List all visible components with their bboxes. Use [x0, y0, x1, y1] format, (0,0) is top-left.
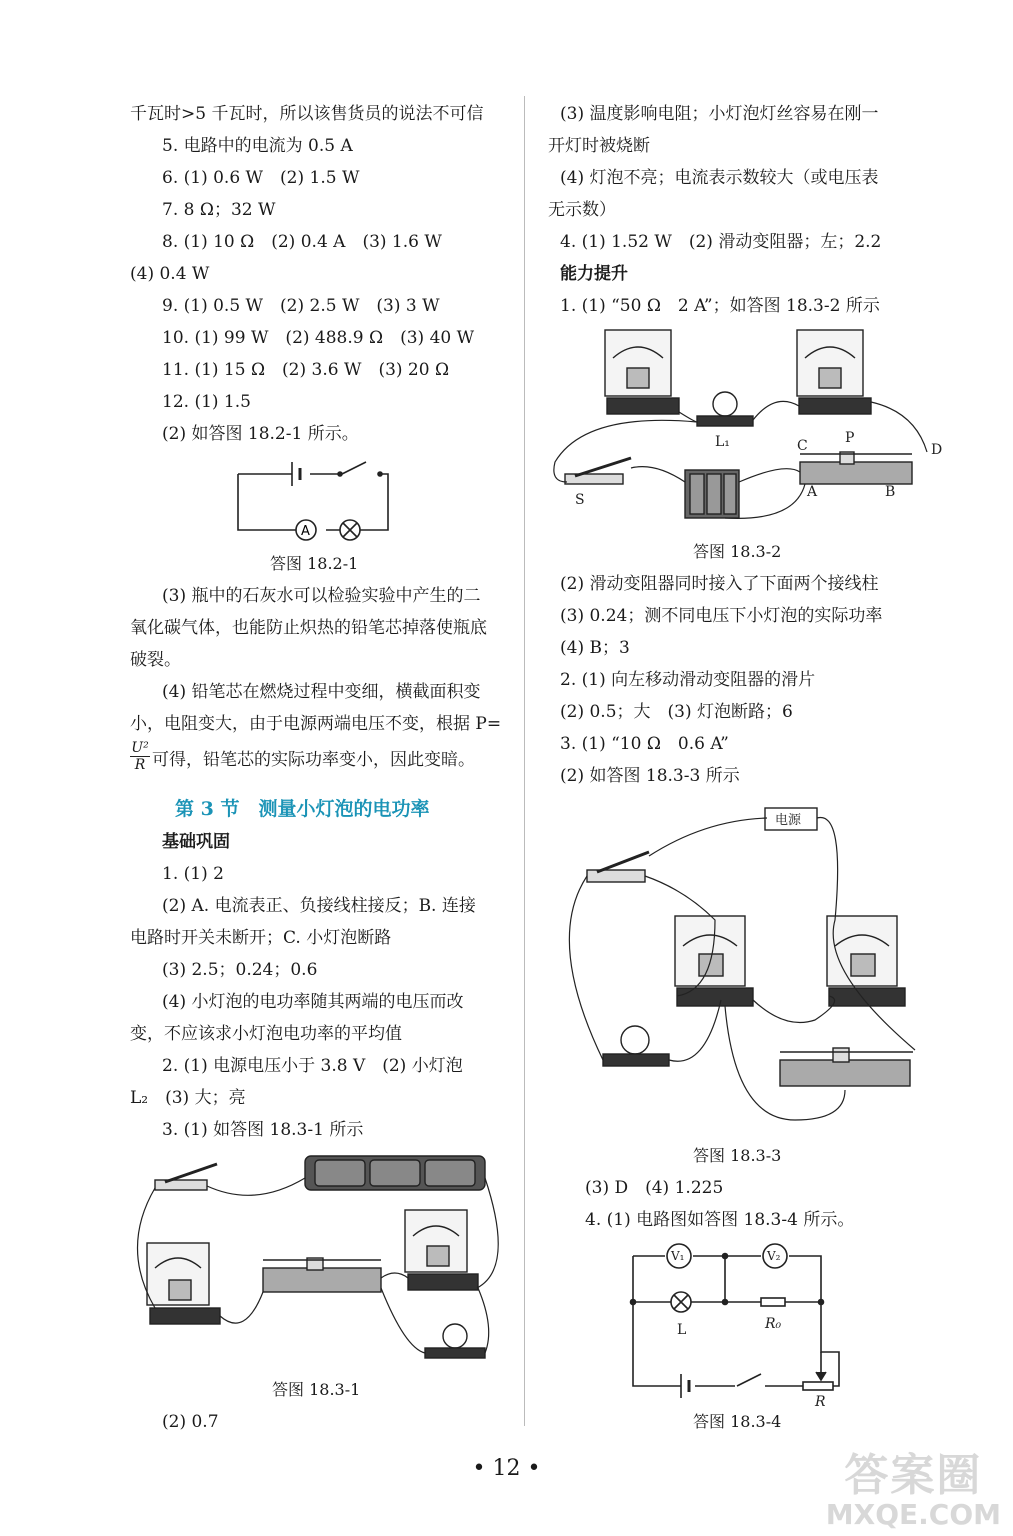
answer-11: 11. (1) 15 Ω (2) 3.6 W (3) 20 Ω: [162, 360, 450, 380]
text-line: 无示数）: [548, 200, 616, 220]
answer-12: 12. (1) 1.5: [162, 392, 251, 412]
answer-4-ability: 4. (1) 电路图如答图 18.3-4 所示。: [585, 1210, 855, 1230]
answer-5: 5. 电路中的电流为 0.5 A: [162, 136, 353, 156]
text-line: 小，电阻变大，由于电源两端电压不变，根据 P=: [130, 714, 502, 734]
answer-12-4: (4) 铅笔芯在燃烧过程中变细，横截面积变: [162, 682, 481, 702]
figure-caption: 答图 18.2-1: [270, 554, 359, 573]
switch-label-s: S: [575, 492, 585, 508]
text-line: L₂ (3) 大；亮: [130, 1088, 246, 1108]
watermark-logo: [826, 1452, 1001, 1530]
voltmeter-2-label: V₂: [767, 1249, 781, 1263]
lamp-label: L: [677, 1322, 687, 1338]
answer-2-2-ability: (2) 0.5；大 (3) 灯泡断路；6: [560, 702, 793, 722]
terminal-label-b: B: [885, 484, 896, 500]
fraction-numerator: U²: [131, 740, 149, 756]
circuit-diagram-18-3-4: [625, 1238, 855, 1408]
voltmeter-1-label: V₁: [671, 1249, 685, 1263]
answer-2-ability: 2. (1) 向左移动滑动变阻器的滑片: [560, 670, 816, 690]
figure-caption: 答图 18.3-1: [272, 1380, 361, 1399]
answer-3-ability: 3. (1) “10 Ω 0.6 A”: [560, 734, 729, 754]
terminal-label-a: A: [807, 484, 818, 500]
slider-label-p: P: [845, 430, 855, 446]
answer-8: 8. (1) 10 Ω (2) 0.4 A (3) 1.6 W: [162, 232, 442, 252]
text-line: 氧化碳气体，也能防止炽热的铅笔芯掉落使瓶底: [130, 618, 487, 638]
page-number: • 12 •: [472, 1456, 541, 1481]
column-divider: [524, 96, 525, 1426]
power-supply-label: 电源: [775, 813, 802, 828]
answer-1-2-ability: (2) 滑动变阻器同时接入了下面两个接线柱: [560, 574, 879, 594]
bulb-label: L₁: [715, 434, 730, 450]
fraction: [130, 740, 150, 773]
figure-caption: 答图 18.3-2: [693, 542, 782, 561]
answer-1-4: (4) 小灯泡的电功率随其两端的电压而改: [162, 992, 464, 1012]
terminal-label-c: C: [797, 438, 808, 454]
answer-12-2: (2) 如答图 18.2-1 所示。: [162, 424, 359, 444]
text-line: 千瓦时>5 千瓦时，所以该售货员的说法不可信: [130, 104, 484, 124]
answer-4: 4. (1) 1.52 W (2) 滑动变阻器；左；2.2: [560, 232, 882, 252]
text-line: 变，不应该求小灯泡电功率的平均值: [130, 1024, 402, 1044]
text-line: 可得，铅笔芯的实际功率变小，因此变暗。: [152, 750, 475, 770]
resistor-r0-label: R₀: [765, 1316, 782, 1332]
text-line: 电路时开关未断开；C. 小灯泡断路: [130, 928, 392, 948]
rheostat-label: R: [815, 1394, 826, 1408]
answer-1-3: (3) 2.5；0.24；0.6: [162, 960, 318, 980]
figure-caption: 答图 18.3-4: [693, 1412, 782, 1431]
subsection-heading: 能力提升: [560, 264, 628, 284]
answer-12-3: (3) 瓶中的石灰水可以检验实验中产生的二: [162, 586, 481, 606]
answer-3-3: (3) 温度影响电阻；小灯泡灯丝容易在刚一: [560, 104, 879, 124]
figure-caption: 答图 18.3-3: [693, 1146, 782, 1165]
watermark-text: 答案圈: [844, 1450, 983, 1501]
answer-3-2-ability: (2) 如答图 18.3-3 所示: [560, 766, 740, 786]
answer-1-3-ability: (3) 0.24；测不同电压下小灯泡的实际功率: [560, 606, 883, 626]
answer-7: 7. 8 Ω；32 W: [162, 200, 276, 220]
terminal-label-d: D: [931, 442, 943, 458]
answer-6: 6. (1) 0.6 W (2) 1.5 W: [162, 168, 360, 188]
watermark-url: MXQE.COM: [825, 1498, 1001, 1531]
section-title: 第 3 节 测量小灯泡的电功率: [175, 798, 430, 820]
apparatus-illustration-18-3-3: [545, 790, 965, 1130]
answer-3: 3. (1) 如答图 18.3-1 所示: [162, 1120, 364, 1140]
ammeter-label: A: [301, 524, 310, 539]
answer-1-2: (2) A. 电流表正、负接线柱接反；B. 连接: [162, 896, 476, 916]
answer-8-cont: (4) 0.4 W: [130, 264, 210, 284]
circuit-diagram-18-2-1: [230, 452, 400, 547]
answer-2: 2. (1) 电源电压小于 3.8 V (2) 小灯泡: [162, 1056, 463, 1076]
answer-3-2: (2) 0.7: [162, 1412, 219, 1432]
answer-1-ability: 1. (1) “50 Ω 2 A”；如答图 18.3-2 所示: [560, 296, 880, 316]
answer-1-4-ability: (4) B；3: [560, 638, 630, 658]
answer-3-4: (4) 灯泡不亮；电流表示数较大（或电压表: [560, 168, 879, 188]
answer-10: 10. (1) 99 W (2) 488.9 Ω (3) 40 W: [162, 328, 475, 348]
fraction-denominator: R: [134, 757, 146, 773]
subsection-heading: 基础巩固: [162, 832, 230, 852]
text-line: 破裂。: [130, 650, 181, 670]
apparatus-illustration-18-3-2: [545, 322, 955, 532]
text-line: 开灯时被烧断: [548, 136, 650, 156]
answer-3-3-ability: (3) D (4) 1.225: [585, 1178, 724, 1198]
apparatus-illustration-18-3-1: [125, 1148, 515, 1373]
answer-1: 1. (1) 2: [162, 864, 224, 884]
answer-9: 9. (1) 0.5 W (2) 2.5 W (3) 3 W: [162, 296, 440, 316]
